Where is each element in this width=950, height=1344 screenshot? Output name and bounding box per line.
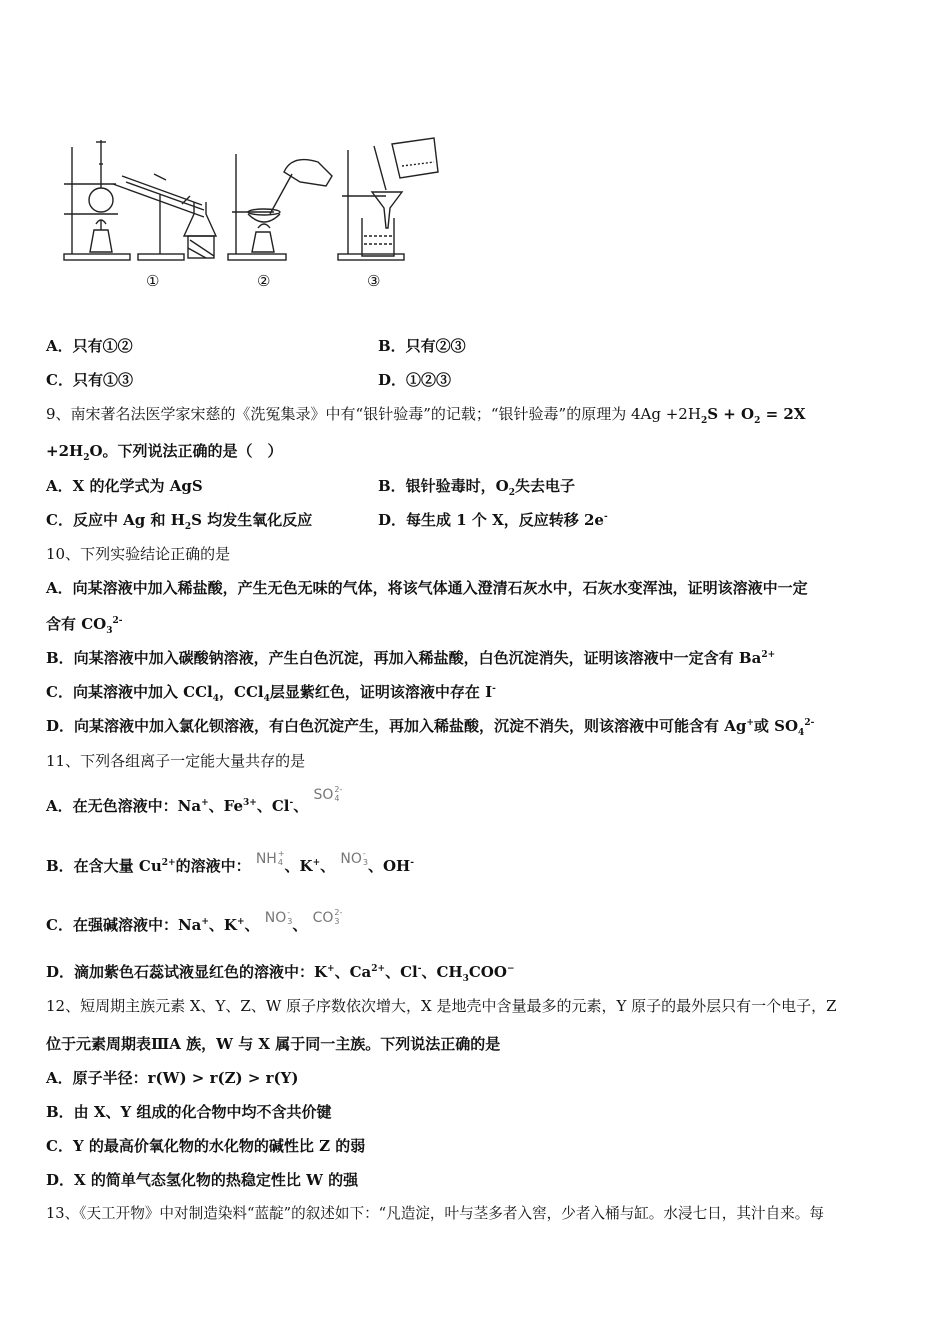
- figure-label-2: ②: [257, 272, 271, 290]
- q9-stem-line2: $+2H_2O$。下列说法正确的是（ ）: [46, 442, 283, 463]
- q8-option-d: D．①②③: [378, 371, 452, 389]
- q12-stem-line2: 位于元素周期表ⅢA 族，W 与 X 属于同一主族。下列说法正确的是: [46, 1035, 501, 1053]
- q8-option-b: B．只有②③: [378, 337, 466, 355]
- q10-option-a-line1: A．向某溶液中加入稀盐酸，产生无色无味的气体，将该气体通入澄清石灰水中，石灰水变浑浊，证明该溶液中一定: [46, 579, 808, 597]
- ammonium-formula: NH + 4: [255, 849, 285, 867]
- q11-option-d: D．滴加紫色石蕊试液显红色的溶液中：K+、$Ca^{2+}$、Cl-、$CH_3COO^-$: [46, 963, 515, 984]
- q9-option-c: C．反应中 Ag 和 $H_2S$ 均发生氧化反应: [46, 511, 313, 532]
- q11-stem: 11、下列各组离子一定能大量共存的是: [46, 752, 306, 770]
- q8-option-c: C．只有①③: [46, 371, 133, 389]
- sulfate-formula: SO 2- 4: [313, 785, 343, 803]
- nitrate-formula: NO - 3: [264, 908, 293, 926]
- q12-option-b: B．由 X、Y 组成的化合物中均不含共价键: [46, 1103, 332, 1121]
- carbonate-formula: CO 2- 3: [312, 908, 343, 926]
- q10-option-c: C．向某溶液中加入 CCl$_4$，CCl$_4$层显紫红色，证明该溶液中存在 I-: [46, 683, 496, 704]
- q10-option-d: D．向某溶液中加入氯化钡溶液，有白色沉淀产生，再加入稀盐酸，沉淀不消失，则该溶液中可能含有 Ag+或 $SO_4^{2-}$: [46, 717, 815, 738]
- q11-option-a: A．在无色溶液中：Na+、$Fe^{3+}$、Cl-、 SO 2- 4: [46, 785, 343, 815]
- apparatus-figure: [56, 132, 456, 297]
- q12-option-c: C．Y 的最高价氧化物的水化物的碱性比 Z 的弱: [46, 1137, 366, 1155]
- q12-stem-line1: 12、短周期主族元素 X、Y、Z、W 原子序数依次增大，X 是地壳中含量最多的元素，Y 原子的最外层只有一个电子，Z: [46, 997, 837, 1015]
- q9-stem-line1: 9、南宋著名法医学家宋慈的《洗冤集录》中有“银针验毒”的记载；“银针验毒”的原理为 $4Ag +2H_2S + O_2 = 2X$: [46, 405, 806, 426]
- q9-option-d: D．每生成 1 个 X，反应转移 2e-: [378, 511, 608, 529]
- q10-option-a-line2: 含有 $CO_3^{2-}$: [46, 615, 123, 636]
- figure-label-3: ③: [367, 272, 381, 290]
- q13-stem-line1: 13、《天工开物》中对制造染料“蓝靛”的叙述如下：“凡造淀，叶与茎多者入窖，少者入桶与缸。水浸七日，其汁自来。每: [46, 1205, 824, 1222]
- q12-option-d: D．X 的简单气态氢化物的热稳定性比 W 的强: [46, 1171, 359, 1189]
- q10-stem: 10、下列实验结论正确的是: [46, 545, 231, 563]
- q11-option-b: B．在含大量 $Cu^{2+}$的溶液中： NH + 4 、K+、 NO - 3 、OH-: [46, 849, 414, 875]
- q9-option-b: B．银针验毒时，$O_2$失去电子: [378, 477, 576, 498]
- q9-option-a: A．X 的化学式为 AgS: [46, 477, 203, 495]
- distillation-apparatus: [64, 140, 216, 260]
- nitrate-formula: NO - 3: [340, 849, 368, 867]
- q10-option-b: B．向某溶液中加入碳酸钠溶液，产生白色沉淀，再加入稀盐酸，白色沉淀消失，证明该溶液中一定含有 $Ba^{2+}$: [46, 649, 776, 667]
- q11-option-c: C．在强碱溶液中：Na+、K+、 NO - 3 、 CO 2- 3: [46, 908, 343, 934]
- evaporation-apparatus: [228, 154, 332, 260]
- figure-label-1: ①: [146, 272, 160, 290]
- filtration-apparatus: [338, 138, 438, 260]
- q12-option-a: A．原子半径：r(W) > r(Z) > r(Y): [46, 1069, 299, 1087]
- q8-option-a: A．只有①②: [46, 337, 133, 355]
